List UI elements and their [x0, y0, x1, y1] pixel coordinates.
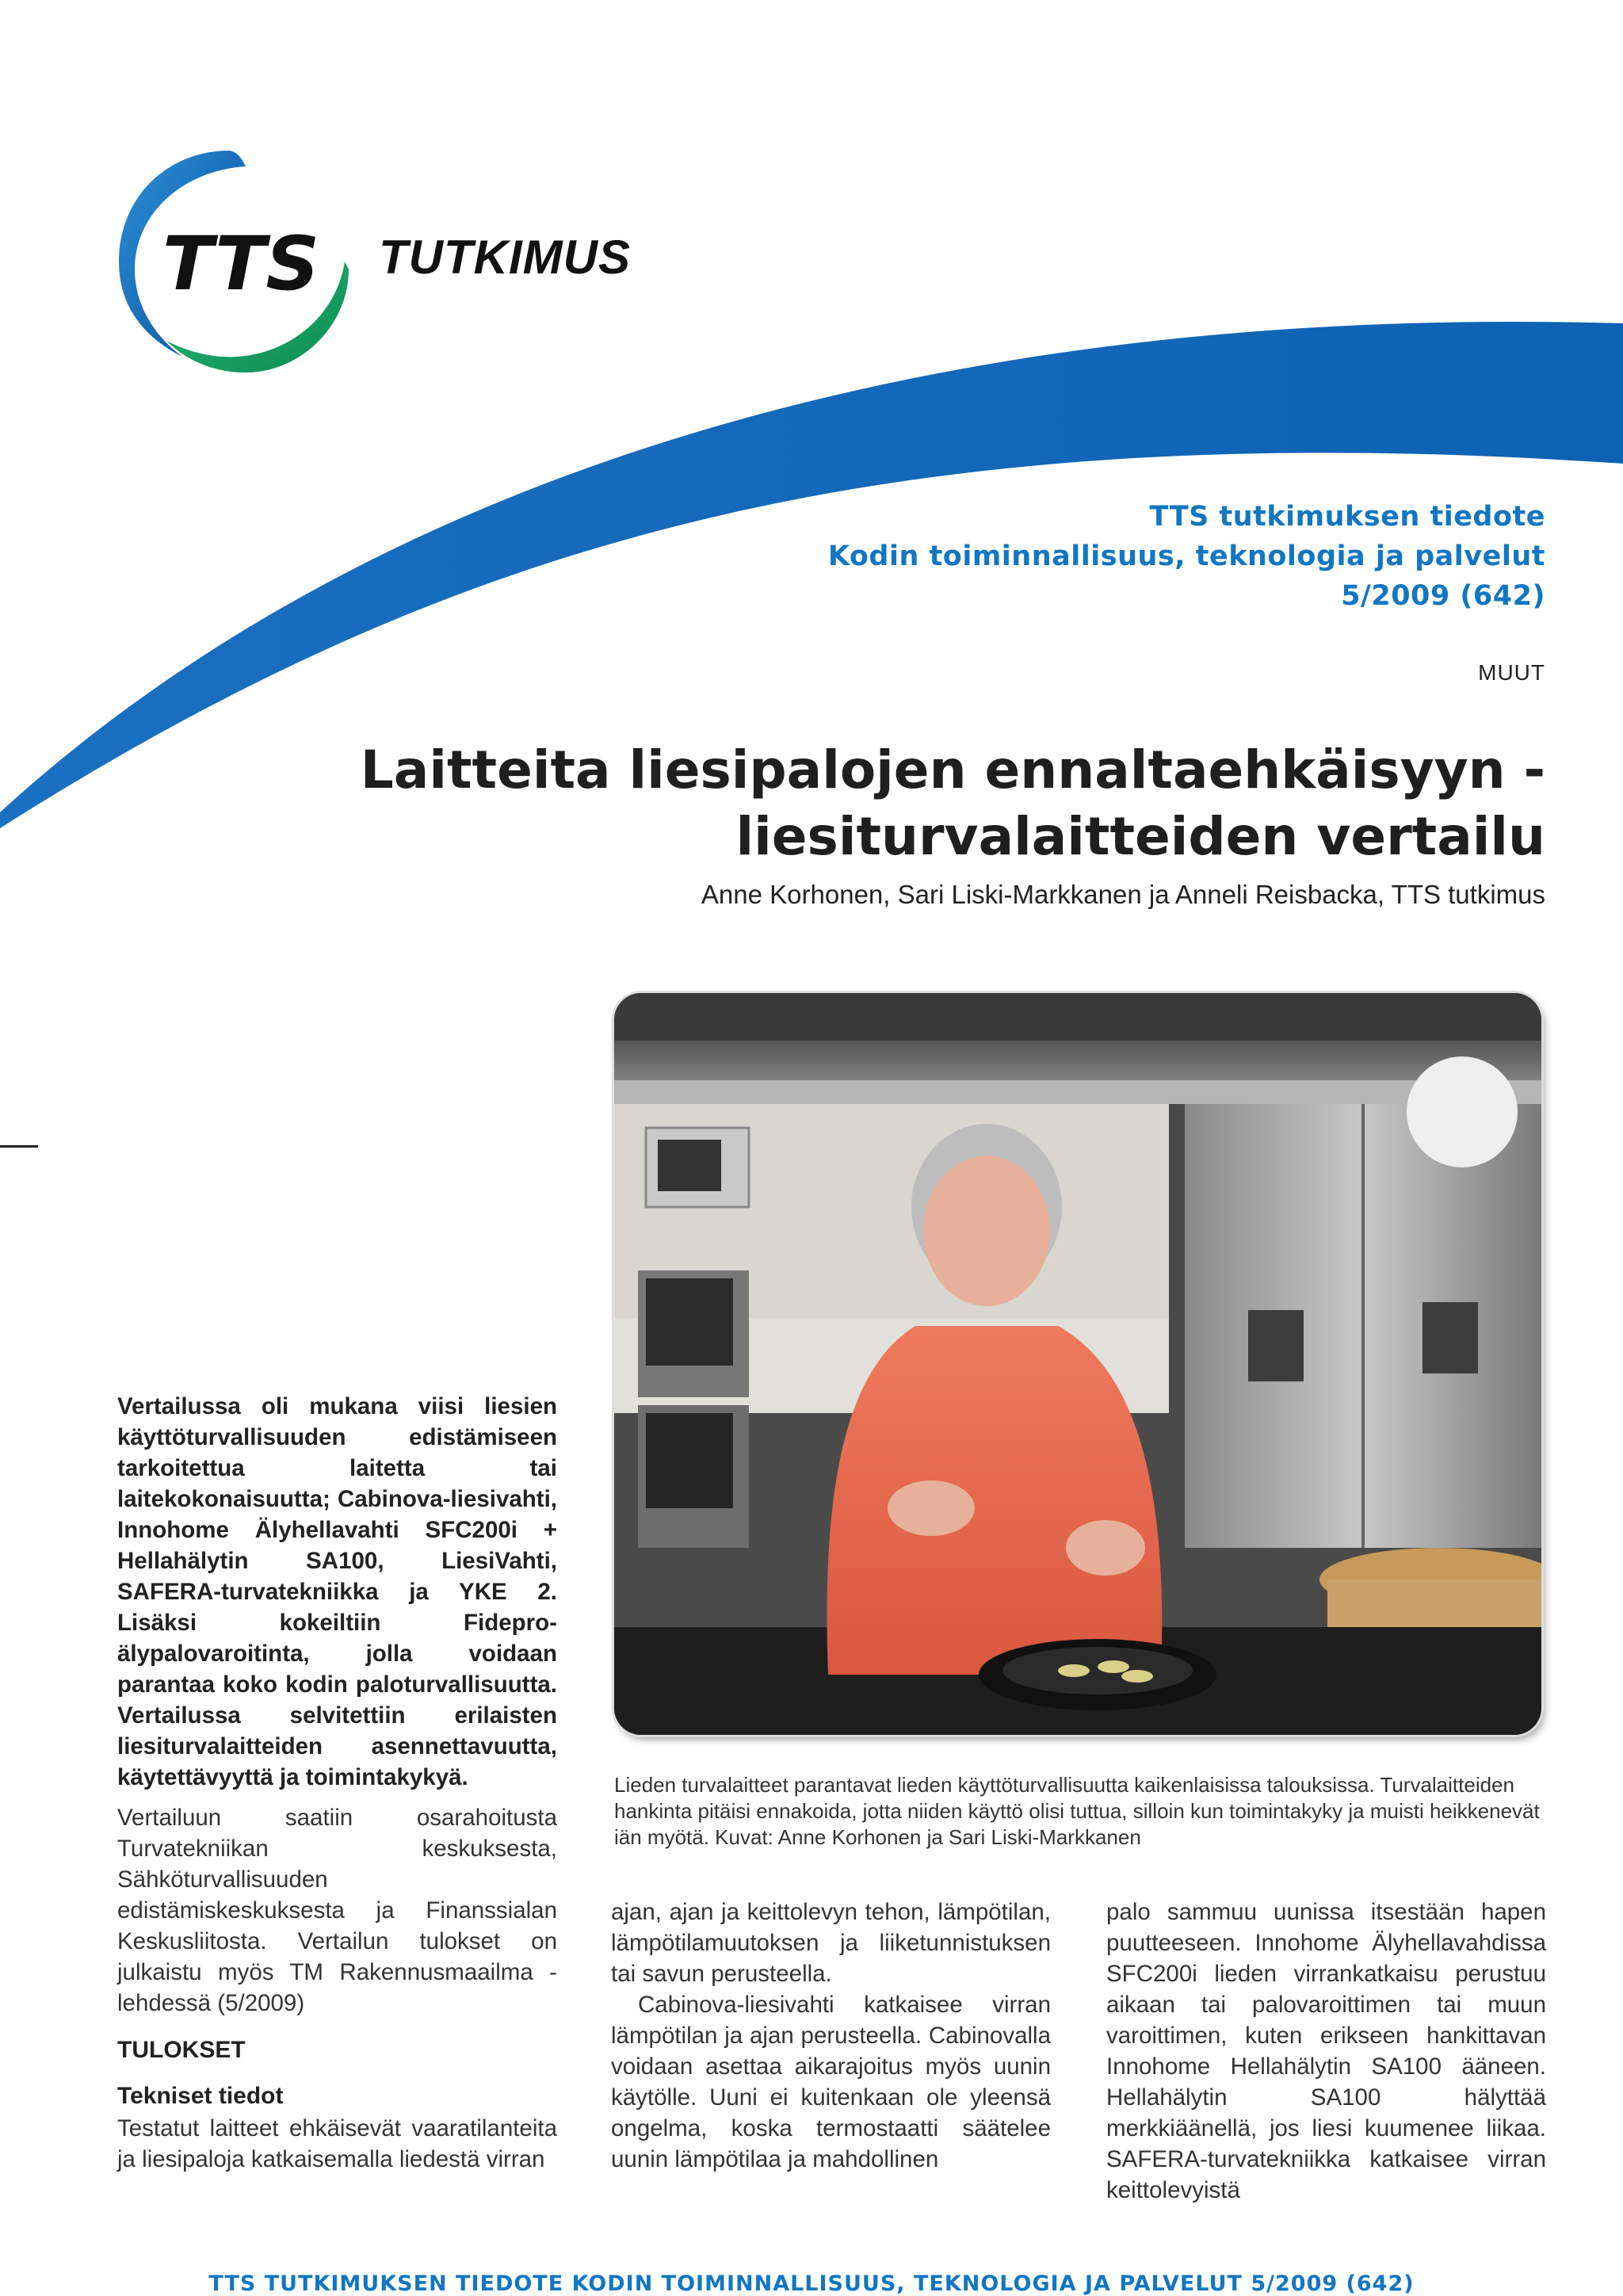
category-label: MUUT [1478, 660, 1545, 685]
photo-caption: Lieden turvalaitteet parantavat lieden käyttöturvallisuutta kaikenlaisissa talouksissa. Turvalaitteiden hankinta pitäisi ennakoida, jotta niiden käyttö olisi tuttua, silloin kun toimintakyky ja muisti heikkenevät iän myötä. Kuvat: Anne Korhonen ja Sari Liski-Markkanen [614, 1773, 1540, 1849]
logo-mark-text: TTS [162, 221, 320, 308]
logo-wordmark: TUTKIMUS [379, 231, 631, 284]
header-swoosh [0, 0, 1623, 832]
technical-data-heading: Tekniset tiedot [117, 2083, 284, 2109]
publication-issue: 5/2009 (642) [1341, 580, 1545, 612]
page-footer: TTS TUTKIMUKSEN TIEDOTE KODIN TOIMINNALLISUUS, TEKNOLOGIA JA PALVELUT 5/2009 (642) [208, 2271, 1415, 2296]
lead-paragraph: Vertailussa oli mukana viisi liesien käyttöturvallisuuden edistämiseen tarkoitettua laitetta tai laitekokonaisuutta; Cabinova-liesivahti, Innohome Älyhellavahti SFC200i + Hellahälytin SA100, LiesiVahti, SAFERA-turvatekniikka ja YKE 2. Lisäksi kokeiltiin Fidepro-älypalovaroitinta, jolla voidaan parantaa koko kodin paloturvallisuutta. Vertailussa selvitettiin erilaisten liesiturvalaitteiden asennettavuutta, käytettävyyttä ja toimintakykyä. [117, 1393, 557, 1790]
body-column-3 [1106, 1897, 1546, 2206]
title-line-1: Laitteita liesipalojen ennaltaehkäisyyn - [360, 739, 1545, 800]
article-title [198, 737, 1545, 870]
title-line-2: liesiturvalaitteiden vertailu [735, 806, 1545, 867]
publication-series: TTS tutkimuksen tiedote [1149, 501, 1545, 533]
publication-topic: Kodin toiminnallisuus, teknologia ja palvelut [827, 541, 1545, 572]
margin-fold-mark [0, 1145, 38, 1148]
article-authors: Anne Korhonen, Sari Liski-Markkanen ja Anneli Reisbacka, TTS tutkimus [701, 880, 1545, 909]
funding-paragraph: Vertailuun saatiin osarahoitusta Turvatekniikan keskuksesta, Sähköturvallisuuden edistämiskeskuksesta ja Finanssialan Keskusliitosta. Vertailun tulokset on julkaistu myös TM Rakennusmaailma -lehdessä (5/2009) [117, 1805, 557, 2016]
body-paragraph: ajan, ajan ja keittolevyn tehon, lämpötilan, lämpötilamuutoksen ja liiketunnistuksen tai savun perusteella. [611, 1899, 1051, 1987]
body-column-2 [611, 1897, 1051, 2175]
results-heading: TULOKSET [117, 2037, 246, 2063]
kitchen-photo [614, 993, 1541, 1735]
technical-data-paragraph: Testatut laitteet ehkäisevät vaaratilanteita ja liesipaloja katkaisemalla liedestä virran [117, 2115, 557, 2172]
body-paragraph: palo sammuu uunissa itsestään hapen puutteeseen. Innohome Älyhellavahdissa SFC200i lieden virrankatkaisu perustuu aikaan tai palovaroittimen tai muun varoittimen, kuten erikseen hankittavan Innohome Hellahälytin SA100 ääneen. Hellahälytin SA100 hälyttää merkkiäänellä, jos liesi kuumenee liikaa. SAFERA-turvatekniikka katkaisee virran keittolevyistä [1106, 1899, 1546, 2203]
body-paragraph: Cabinova-liesivahti katkaisee virran lämpötilan ja ajan perusteella. Cabinovalla voidaan asettaa aikarajoitus myös uunin käytölle. Uuni ei kuitenkaan ole yleensä ongelma, koska termostaatti säätelee uunin lämpötilaa ja mahdollinen [611, 1992, 1051, 2172]
